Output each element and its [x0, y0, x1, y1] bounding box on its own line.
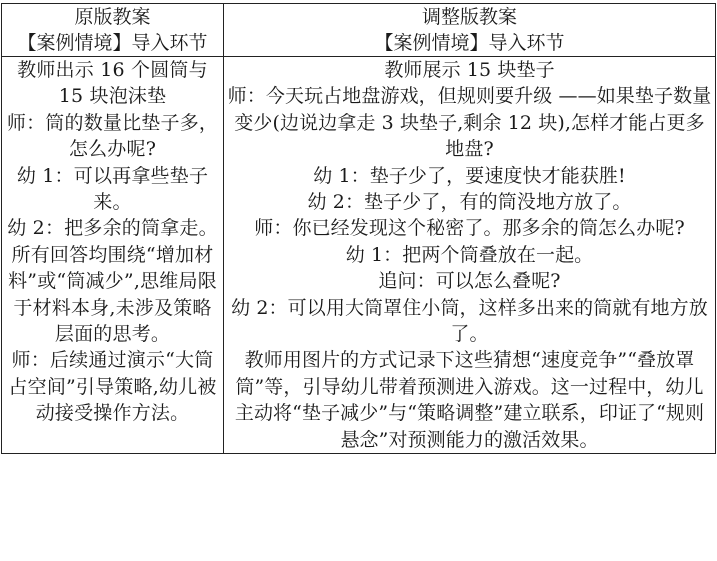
original-header-cell — [2, 4, 224, 57]
adjusted-plan-title: 调整版教案 — [421, 6, 517, 28]
content-row — [2, 57, 716, 454]
original-paragraph: 教师出示 16 个圆筒与 15 块泡沫垫 — [17, 59, 208, 108]
adjusted-paragraph: 师：你已经发现这个秘密了。那多余的筒怎么办呢? — [254, 217, 685, 240]
adjusted-paragraph: 教师用图片的方式记录下这些猜想“速度竞争”“叠放罩筒”等，引导幼儿带着预测进入游戏。这一过程中，幼儿主动将“垫子减少”与“策略调整”建立联系，印证了“规则悬念”对预测能力的激活效果。 — [234, 349, 705, 451]
adjusted-header-cell — [224, 4, 716, 57]
adjusted-paragraph: 幼 1：把两个筒叠放在一起。 — [345, 243, 594, 266]
adjusted-paragraph: 幼 2：可以用大筒罩住小筒，这样多出来的筒就有地方放了。 — [231, 296, 708, 346]
original-content-cell — [2, 57, 224, 454]
adjusted-paragraph: 师：今天玩占地盘游戏，但规则要升级 ——如果垫子数量变少(边说边拿走 3 块垫子,剩余 12 块),怎样才能占更多地盘? — [227, 85, 712, 161]
adjusted-paragraph: 教师展示 15 块垫子 — [384, 59, 555, 81]
adjusted-paragraph: 幼 2：垫子少了，有的筒没地方放了。 — [307, 191, 632, 214]
comparison-table — [1, 3, 716, 454]
original-section-label: 【案例情境】导入环节 — [17, 32, 208, 54]
original-paragraph: 幼 1：可以再拿些垫子来。 — [16, 164, 209, 214]
header-row — [2, 4, 716, 57]
adjusted-paragraph: 追问：可以怎么叠呢? — [378, 270, 561, 293]
original-paragraph: 师：后续通过演示“大筒占空间”引导策略,幼儿被动接受操作方法。 — [8, 349, 217, 425]
original-paragraph: 师：筒的数量比垫子多，怎么办呢? — [6, 111, 219, 161]
adjusted-content-cell — [224, 57, 716, 454]
adjusted-section-label: 【案例情境】导入环节 — [374, 32, 565, 54]
adjusted-paragraph: 幼 1：垫子少了，要速度快才能获胜! — [313, 164, 626, 187]
original-paragraph: 幼 2：把多余的筒拿走。 — [7, 217, 218, 240]
original-plan-title: 原版教案 — [74, 6, 151, 28]
original-paragraph: 所有回答均围绕“增加材料”或“筒减少”,思维局限于材料本身,未涉及策略层面的思考。 — [8, 243, 217, 346]
